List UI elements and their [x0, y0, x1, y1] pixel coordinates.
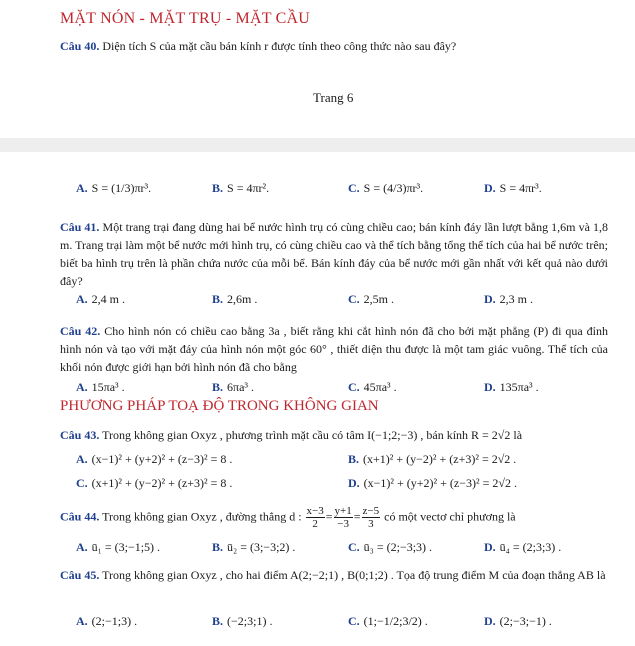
- option-d: D. ū₄ = (2;3;3) .: [484, 540, 562, 554]
- question-text-before: Trong không gian Oxyz , đường thẳng d :: [102, 509, 302, 524]
- option-c: C. 45πa³ .: [348, 380, 397, 394]
- equation-fraction-x: $\frac{x-3}{2}$: [306, 505, 324, 530]
- option-c: C. (1;−1/2;3/2) .: [348, 614, 428, 628]
- option-b: B. 6πa³ .: [212, 380, 254, 394]
- question-number: Câu 43.: [60, 428, 100, 442]
- option-a: A. (2;−1;3) .: [76, 614, 138, 628]
- question-text: Một trang trại đang dùng hai bể nước hình trụ có cùng chiều cao; bán kính đáy lần lượt bằng 1,6m và 1,8 m. Trang trại làm một bể nước mới hình trụ, có cùng chiều cao và thể tích bằng tổng thể tích của hai bể nước trên; biết ba hình trụ trên là phần chứa nước của mỗi bể. Bán kính đáy của bể nước mới gần nhất với kết quả nào dưới đây?: [60, 220, 609, 288]
- question-text: Trong không gian Oxyz , phương trình mặt cầu có tâm I(−1;2;−3) , bán kính R = 2√2 là: [102, 428, 523, 442]
- question-44: Câu 44. Trong không gian Oxyz , đường thẳng d : $\frac{x-3}{2}$ = $\frac{y+1}{-3}$ = $\frac{z-5}{3}$ có một vectơ chỉ phương là: [60, 505, 516, 530]
- option-b: B. ū₂ = (3;−3;2) .: [212, 540, 296, 554]
- question-43: [60, 426, 522, 444]
- question-number: Câu 41.: [60, 220, 100, 234]
- question-40: [60, 37, 456, 55]
- question-text: Diện tích S của mặt cầu bán kính r được tính theo công thức nào sau đây?: [102, 39, 457, 53]
- page-break: [0, 138, 635, 152]
- page-title: MẶT NÓN - MẶT TRỤ - MẶT CẦU: [60, 10, 311, 27]
- equation-fraction-y: $\frac{y+1}{-3}$: [334, 505, 352, 530]
- option-a: A. 15πa³ .: [76, 380, 125, 394]
- question-text: Cho hình nón có chiều cao bằng 3a , biết rằng khi cắt hình nón đã cho bởi mặt phẳng (P) đi qua đỉnh hình nón và tạo với mặt đáy của hình nón một góc 60° , thiết diện thu được là một tam giác vuông. Thể tích của khối nón được giới hạn bởi hình nón đã cho bằng: [60, 324, 608, 374]
- option-d: D. (2;−3;−1) .: [484, 614, 552, 628]
- option-b: B. (−2;3;1) .: [212, 614, 273, 628]
- option-b: B. S = 4πr².: [212, 181, 270, 195]
- option-a: A. 2,4 m .: [76, 292, 126, 306]
- question-42: [60, 322, 608, 376]
- option-d: D. 2,3 m .: [484, 292, 534, 306]
- option-b: B. (x+1)² + (y−2)² + (z+3)² = 2√2 .: [348, 452, 517, 466]
- question-45: [60, 566, 608, 584]
- option-a: A. ū₁ = (3;−1;5) .: [76, 540, 161, 554]
- question-number: Câu 42.: [60, 324, 101, 338]
- option-b: B. 2,6m .: [212, 292, 258, 306]
- option-c: C. (x+1)² + (y−2)² + (z+3)² = 8 .: [76, 476, 233, 490]
- option-d: D. S = 4πr³.: [484, 181, 542, 195]
- question-text: Trong không gian Oxyz , cho hai điểm A(2;−2;1) , B(0;1;2) . Tọa độ trung điểm M của đoạn thẳng AB là: [102, 568, 606, 582]
- option-d: D. 135πa³ .: [484, 380, 539, 394]
- option-d: D. (x−1)² + (y+2)² + (z−3)² = 2√2 .: [348, 476, 517, 490]
- option-a: A. (x−1)² + (y+2)² + (z−3)² = 8 .: [76, 452, 233, 466]
- page-number: Trang 6: [313, 90, 354, 105]
- equation-fraction-z: $\frac{z-5}{3}$: [362, 505, 380, 530]
- option-c: C. 2,5m .: [348, 292, 395, 306]
- question-number: Câu 40.: [60, 39, 100, 53]
- option-c: C. S = (4/3)πr³.: [348, 181, 424, 195]
- question-41: [60, 218, 608, 290]
- section-title: PHƯƠNG PHÁP TOẠ ĐỘ TRONG KHÔNG GIAN: [60, 398, 379, 414]
- option-a: A. S = (1/3)πr³.: [76, 181, 152, 195]
- question-text-after: có một vectơ chỉ phương là: [384, 509, 516, 524]
- option-c: C. ū₃ = (2;−3;3) .: [348, 540, 433, 554]
- question-number: Câu 45.: [60, 568, 100, 582]
- question-number: Câu 44.: [60, 509, 100, 524]
